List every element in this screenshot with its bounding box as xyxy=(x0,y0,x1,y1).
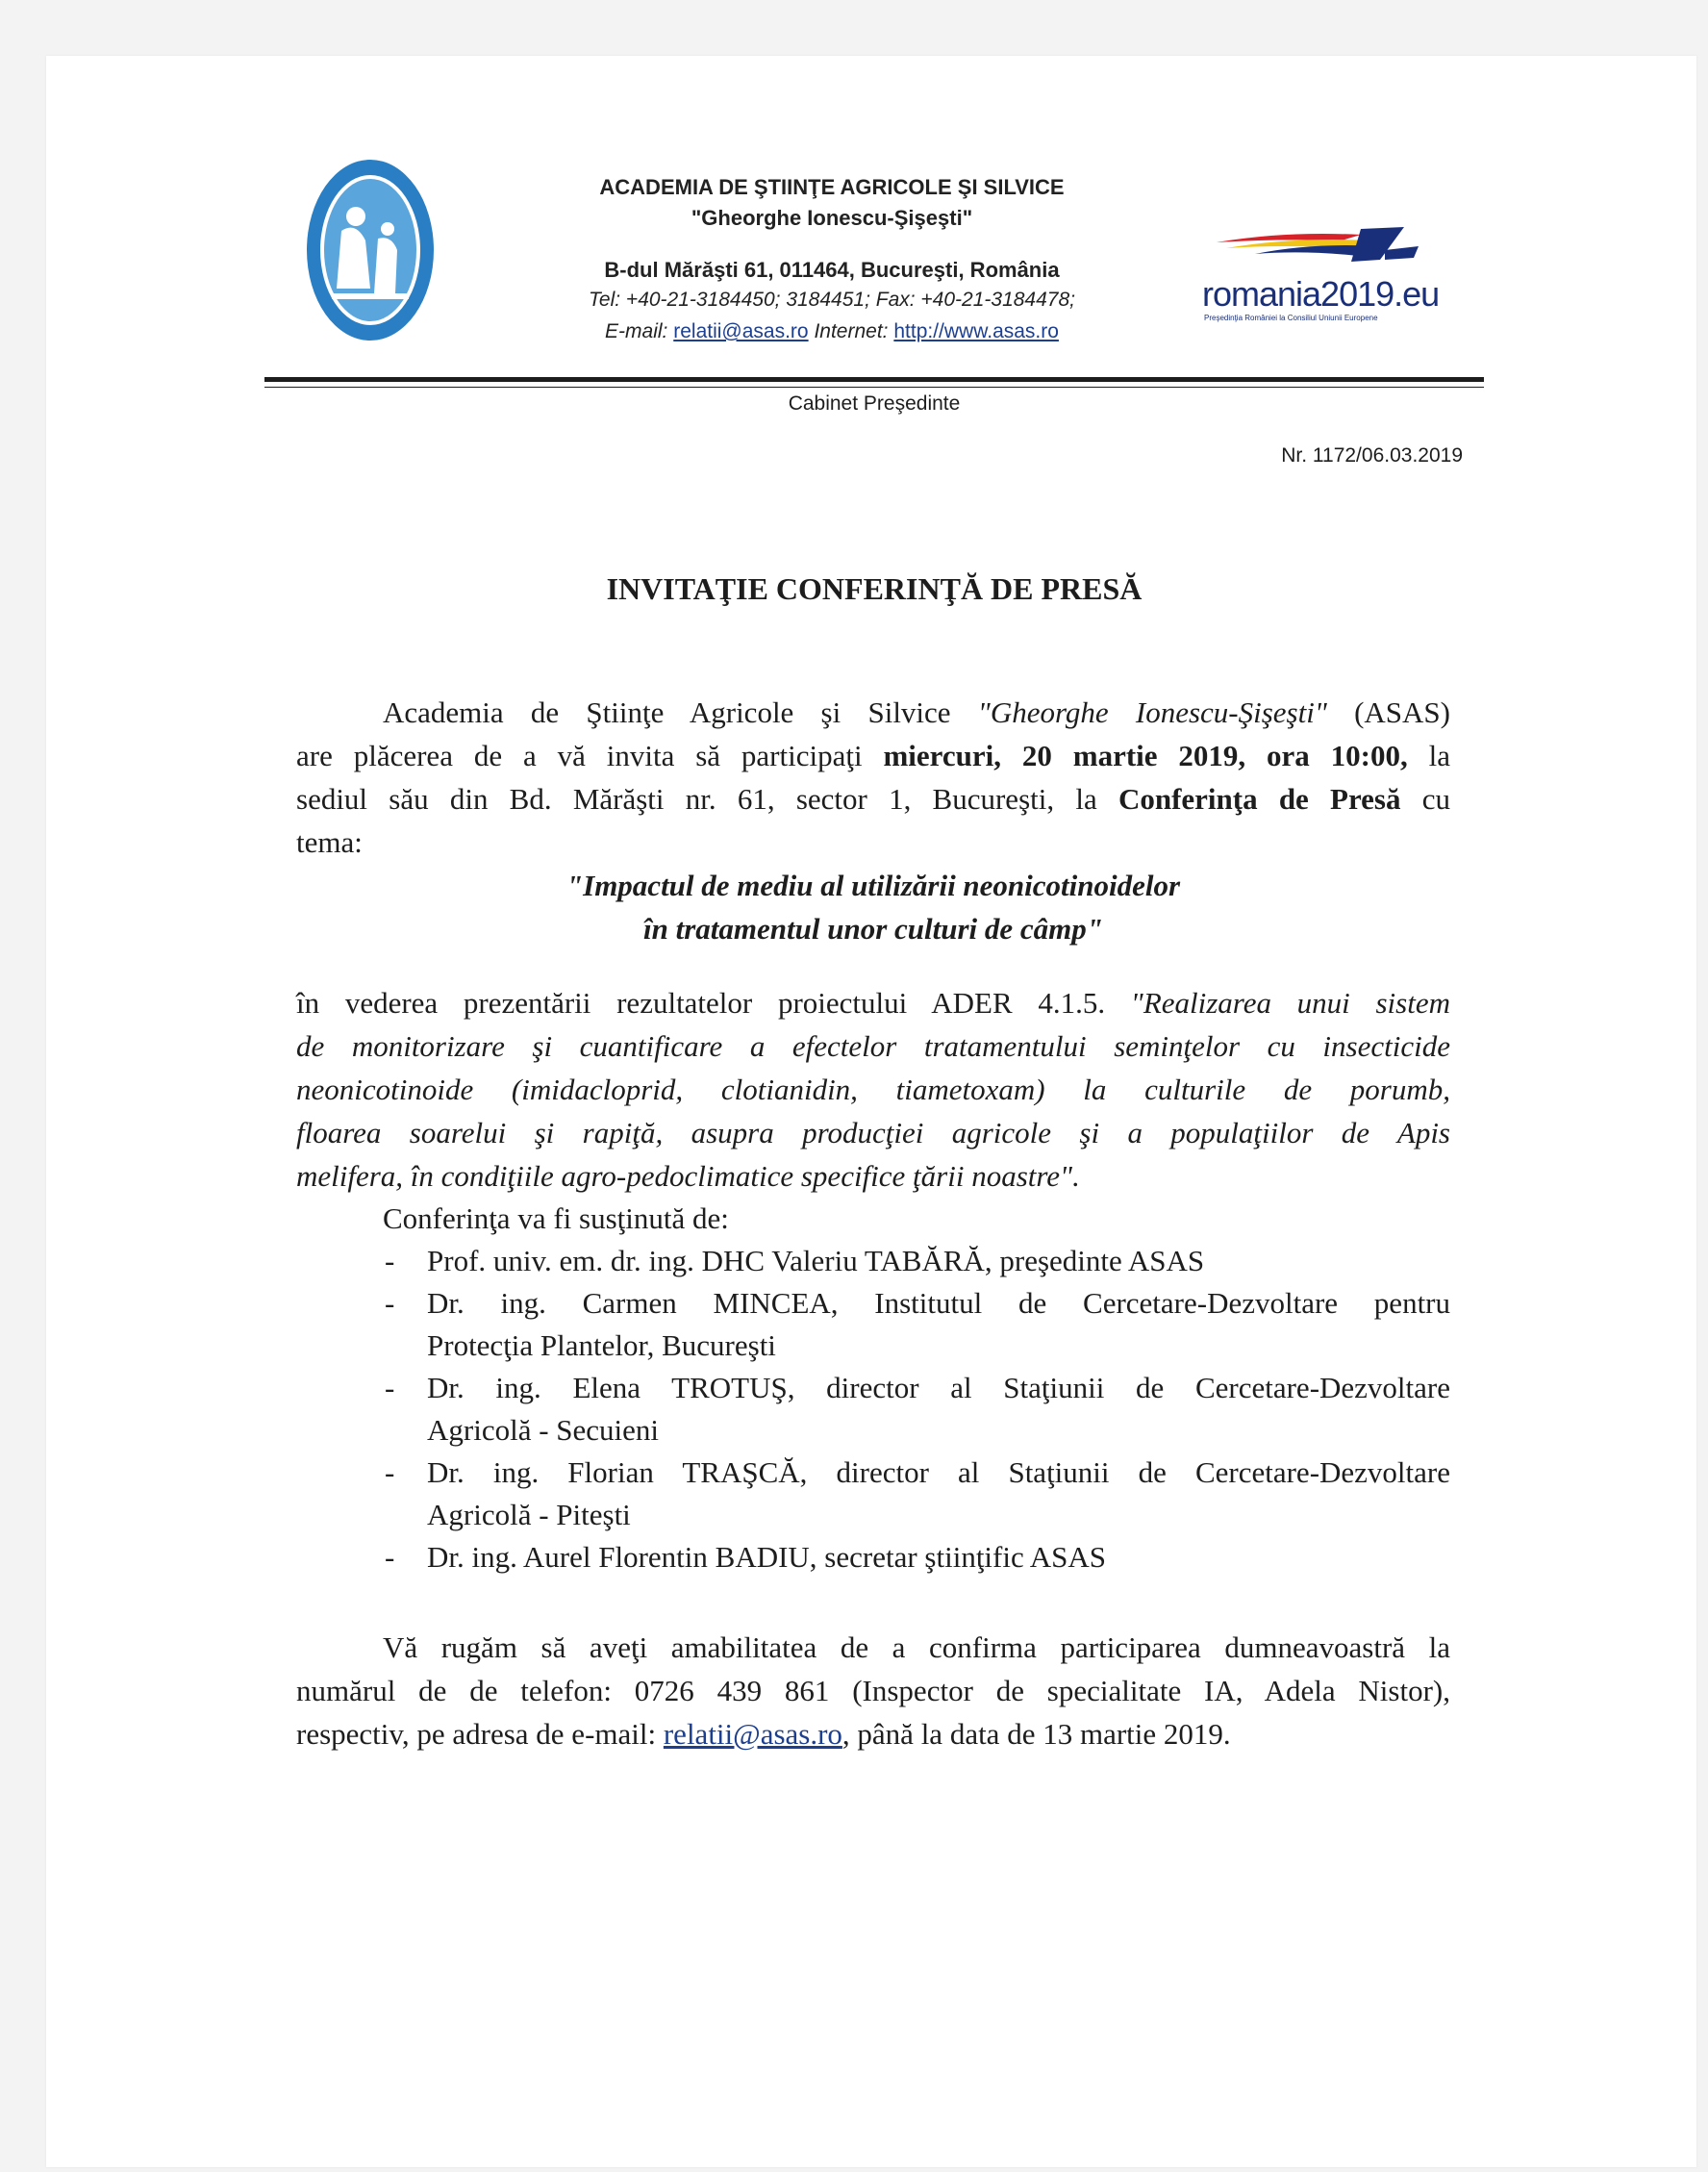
closing-line-3: respectiv, pe adresa de e-mail: relatii@asas.ro, până la data de 13 martie 2019. xyxy=(296,1717,1231,1751)
partner-logo-text: romania2019.eu xyxy=(1202,274,1440,314)
speaker-item: - Prof. univ. em. dr. ing. DHC Valeriu TABĂRĂ, preşedinte ASAS xyxy=(385,1244,1205,1277)
org-subname: "Gheorghe Ionescu-Şişeşti" xyxy=(691,206,973,230)
speakers-intro: Conferinţa va fi susţinută de: xyxy=(383,1201,729,1235)
theme-line-1: "Impactul de mediu al utilizării neonicotinoidelor xyxy=(565,869,1181,902)
closing-email-link[interactable]: relatii@asas.ro xyxy=(663,1717,842,1751)
internet-label: Internet: xyxy=(814,320,889,342)
project-line-2: de monitorizare şi cuantificare a efectelor tratamentului seminţelor cu insecticide xyxy=(296,1029,1450,1063)
academy-seal-logo xyxy=(303,154,438,346)
speaker-item: - Dr. ing. Florian TRAŞCĂ, director al Staţiunii de Cercetare-Dezvoltare Agricolă - Piteşti xyxy=(385,1455,1450,1531)
header-rule-thin xyxy=(264,387,1484,388)
speaker-item: - Dr. ing. Carmen MINCEA, Institutul de Cercetare-Dezvoltare pentru Protecţia Plantelor, Bucureşti xyxy=(385,1286,1450,1362)
org-name: ACADEMIA DE ŞTIINŢE AGRICOLE ŞI SILVICE xyxy=(599,175,1065,199)
cabinet-label: Cabinet Preşedinte xyxy=(788,392,961,415)
reference-number: Nr. 1172/06.03.2019 xyxy=(1281,444,1463,467)
intro-paragraph xyxy=(296,691,1450,864)
org-address: B-dul Mărăşti 61, 011464, Bucureşti, România xyxy=(604,258,1060,282)
theme-line-2: în tratamentul unor culturi de câmp" xyxy=(642,912,1103,946)
header-rule-thick xyxy=(264,377,1484,382)
intro-line-3: sediul său din Bd. Mărăşti nr. 61, sector 1, Bucureşti, la Conferinţa de Presă cu xyxy=(296,782,1451,816)
website-link[interactable]: http://www.asas.ro xyxy=(893,320,1059,342)
intro-line-1: Academia de Ştiinţe Agricole şi Silvice "Gheorghe Ionescu-Şişeşti" (ASAS) xyxy=(383,695,1450,729)
project-line-4: floarea soarelui şi rapiţă, asupra producţiei agricole şi a populaţiilor de Apis xyxy=(296,1116,1450,1149)
closing-line-1: Vă rugăm să aveţi amabilitatea de a confirma participarea dumneavoastră la xyxy=(383,1630,1450,1664)
org-links xyxy=(462,320,1202,343)
document-title: INVITAŢIE CONFERINŢĂ DE PRESĂ xyxy=(606,571,1143,606)
email-label: E-mail: xyxy=(605,320,668,342)
project-line-3: neonicotinoide (imidacloprid, clotianidin, tiametoxam) la culturile de porumb, xyxy=(296,1073,1450,1106)
speaker-item: - Dr. ing. Elena TROTUŞ, director al Staţiunii de Cercetare-Dezvoltare Agricolă - Secuieni xyxy=(385,1371,1450,1447)
email-link[interactable]: relatii@asas.ro xyxy=(673,320,809,342)
intro-line-2: are plăcerea de a vă invita să participaţi miercuri, 20 martie 2019, ora 10:00, la xyxy=(296,739,1450,772)
closing-line-2: numărul de de telefon: 0726 439 861 (Inspector de specialitate IA, Adela Nistor), xyxy=(296,1674,1450,1707)
project-paragraph xyxy=(296,981,1450,1198)
intro-line-4: tema: xyxy=(296,825,363,859)
conference-theme xyxy=(296,864,1450,950)
closing-paragraph xyxy=(296,1626,1450,1755)
partner-logo-subtext: Preşedinţia României la Consiliul Uniunii Europene xyxy=(1204,314,1378,322)
project-line-5: melifera, în condiţiile agro-pedoclimatice specifice ţării noastre". xyxy=(296,1159,1080,1193)
project-line-1: în vederea prezentării rezultatelor proiectului ADER 4.1.5. "Realizarea unui sistem xyxy=(296,986,1450,1020)
speaker-item: - Dr. ing. Aurel Florentin BADIU, secretar ştiinţific ASAS xyxy=(385,1540,1107,1574)
org-contacts: Tel: +40-21-3184450; 3184451; Fax: +40-21-3184478; xyxy=(589,289,1075,311)
speakers-section xyxy=(296,1198,1450,1578)
